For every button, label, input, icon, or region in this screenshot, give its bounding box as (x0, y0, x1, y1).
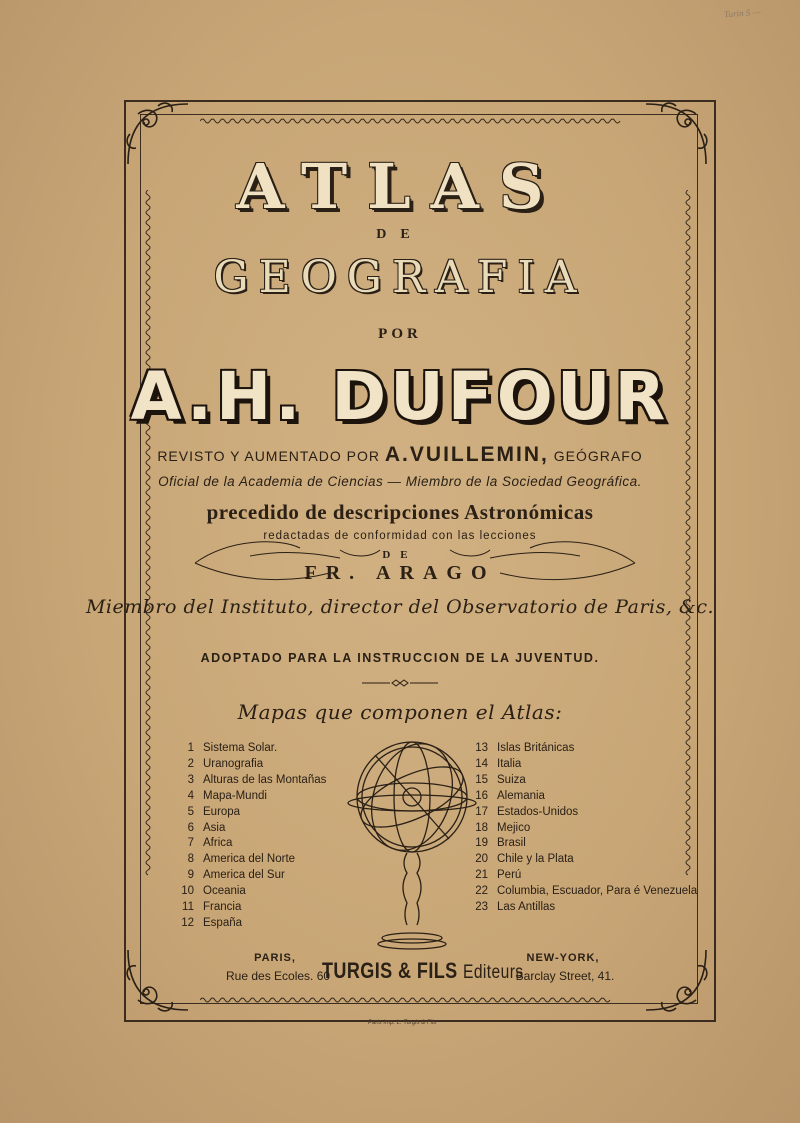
map-name: Estados-Unidos (497, 805, 579, 818)
maps-list-left (176, 741, 326, 932)
arago-title: Miembro del Instituto, director del Observatorio de Paris, &c. (85, 596, 715, 618)
map-number: 12 (181, 916, 194, 929)
map-list-item (470, 836, 697, 852)
map-list-item (176, 821, 326, 837)
ornament-divider (362, 678, 438, 688)
map-name: Alturas de las Montañas (203, 773, 327, 786)
revision-prefix: REVISTO Y AUMENTADO POR (157, 448, 380, 464)
map-number: 21 (475, 869, 488, 882)
map-name: Sistema Solar. (203, 742, 278, 754)
map-number: 10 (181, 885, 194, 898)
map-name: America del Norte (203, 853, 296, 866)
map-name: Africa (203, 837, 233, 850)
map-number: 3 (187, 773, 194, 786)
map-list-item (176, 805, 326, 821)
map-list-item (176, 852, 326, 868)
map-name: Suiza (497, 773, 526, 786)
title-geografia: GEOGRAFIA (213, 252, 587, 303)
publisher-firm: TURGIS & FILS (322, 958, 458, 983)
map-list-item (470, 852, 697, 868)
map-list-item (470, 884, 697, 900)
publisher-right-address: Barclay Street, 41. (515, 969, 615, 983)
map-name: Mapa-Mundi (203, 789, 267, 802)
redacted-line: redactadas de conformidad con las lecciones (263, 530, 537, 542)
publisher-name (322, 958, 523, 984)
map-list-item (470, 773, 697, 789)
map-list-item (176, 789, 326, 805)
map-name: Islas Británicas (497, 742, 575, 754)
map-number: 15 (475, 773, 488, 786)
map-number: 4 (187, 789, 194, 802)
imprint-line: Paris Imp. L. Turgis & Fils (368, 1020, 437, 1026)
map-number: 8 (187, 853, 194, 866)
map-list-item (470, 741, 697, 757)
map-number: 9 (187, 869, 194, 882)
author-name: A.H. DUFOUR (130, 358, 670, 435)
de-line: DE (382, 549, 418, 561)
map-name: Uranografia (203, 757, 264, 770)
map-name: Columbia, Escuador, Para é Venezuela (497, 885, 698, 898)
adopted-line: ADOPTADO PARA LA INSTRUCCION DE LA JUVENTUD. (200, 651, 600, 665)
map-list-item (470, 757, 697, 773)
map-number: 11 (182, 901, 194, 914)
publisher-left-address: Rue des Ecoles. 60 (226, 969, 331, 983)
map-number: 6 (187, 821, 194, 834)
map-name: Alemania (497, 789, 545, 802)
revision-line (0, 443, 800, 467)
title-por: POR (378, 326, 422, 342)
map-number: 23 (475, 901, 488, 914)
preceded-line: precedido de descripciones Astronómicas (206, 500, 594, 524)
map-list-item (470, 868, 697, 884)
map-number: 17 (475, 805, 488, 818)
revision-suffix: GEÓGRAFO (553, 448, 643, 464)
map-list-item (176, 836, 326, 852)
map-name: Italia (497, 757, 522, 770)
publisher-right-city: NEW-YORK, (526, 952, 600, 964)
title-atlas: ATLAS (236, 150, 564, 223)
affiliation-line: Oficial de la Academia de Ciencias — Miembro de la Sociedad Geográfica. (158, 474, 642, 489)
map-number: 1 (187, 742, 194, 754)
map-name: Brasil (497, 837, 526, 850)
map-list-item (470, 789, 697, 805)
map-number: 2 (187, 757, 194, 770)
corner-flourish-bottom-right (636, 940, 716, 1020)
map-name: Perú (497, 869, 522, 882)
map-number: 16 (475, 789, 488, 802)
map-name: España (203, 916, 243, 929)
map-name: America del Sur (203, 869, 285, 882)
map-list-item (176, 757, 326, 773)
map-list-item (470, 821, 697, 837)
map-list-item (176, 900, 326, 916)
map-name: Chile y la Plata (497, 853, 574, 866)
pencil-note: Turin 5 — (723, 6, 761, 20)
map-name: Oceania (203, 885, 246, 898)
title-de: DE (376, 227, 424, 242)
map-list-item (176, 884, 326, 900)
map-name: Francia (203, 901, 242, 914)
map-name: Asia (203, 821, 226, 834)
map-number: 13 (475, 742, 488, 754)
reviser-name: A.VUILLEMIN, (384, 443, 549, 466)
map-number: 5 (187, 805, 194, 818)
map-list-item (176, 773, 326, 789)
bottom-wave-border (200, 996, 630, 1004)
map-list-item (470, 805, 697, 821)
map-number: 7 (187, 837, 194, 850)
maps-heading: Mapas que componen el Atlas: (237, 700, 563, 724)
maps-list-right (470, 741, 697, 916)
map-number: 18 (475, 821, 488, 834)
map-name: Europa (203, 805, 241, 818)
map-number: 22 (475, 885, 488, 898)
armillary-sphere-illustration (345, 735, 480, 950)
map-name: Mejico (497, 821, 531, 834)
map-number: 14 (475, 757, 488, 770)
corner-flourish-bottom-left (118, 940, 198, 1020)
map-number: 19 (475, 837, 488, 850)
map-list-item (176, 868, 326, 884)
map-number: 20 (475, 853, 488, 866)
publisher-role: Editeurs (463, 962, 524, 983)
map-list-item (176, 916, 326, 932)
map-list-item (470, 900, 697, 916)
arago-name: FR. ARAGO (304, 562, 496, 584)
map-name: Las Antillas (497, 901, 556, 914)
top-wave-border (200, 117, 630, 125)
publisher-left-city: PARIS, (254, 952, 296, 964)
map-list-item (176, 741, 326, 757)
